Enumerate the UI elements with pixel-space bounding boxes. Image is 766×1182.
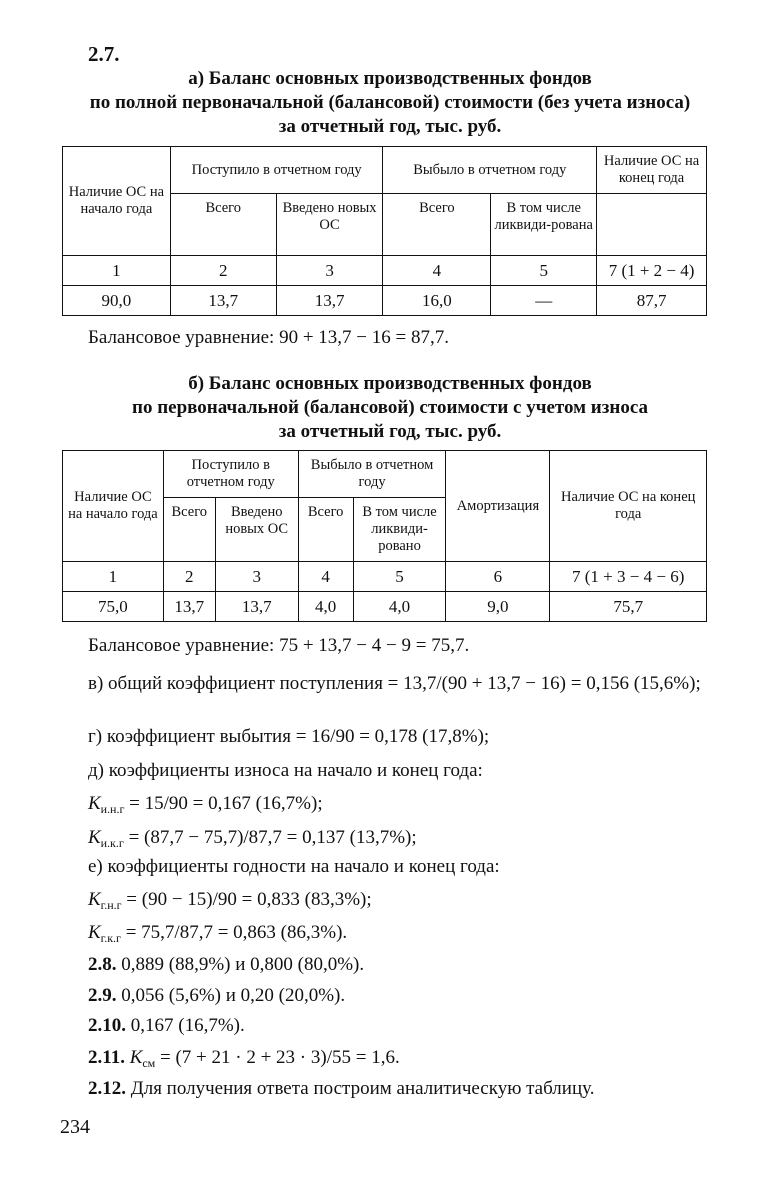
table-a-header-disposed: Выбыло в отчетном году xyxy=(383,147,597,194)
answer-text: = (7 + 21 · 2 + 23 · 3)/55 = 1,6. xyxy=(155,1047,400,1068)
table-cell: 16,0 xyxy=(383,286,491,316)
problem-number: 2.7. xyxy=(88,42,120,66)
table-b-header-disposed: Выбыло в отчетном году xyxy=(298,451,446,498)
table-b-header-received: Поступило в отчетном году xyxy=(163,451,298,498)
coef-subscript: см xyxy=(142,1056,156,1070)
table-a-header-start: Наличие ОС на начало года xyxy=(63,147,171,256)
page-number: 234 xyxy=(60,1116,90,1138)
answer-number: 2.12. xyxy=(88,1078,126,1099)
table-cell: 3 xyxy=(215,562,298,592)
table-b-title-line-3: за отчетный год, тыс. руб. xyxy=(278,421,502,442)
table-a-title-line-2: по полной первоначальной (балансовой) стоимости (без учета износа) xyxy=(89,92,691,113)
table-cell: 1 xyxy=(63,256,171,286)
answer-2-12 xyxy=(88,1077,594,1101)
answer-text: 0,889 (88,9%) и 0,800 (80,0%). xyxy=(116,954,365,975)
table-cell: 7 (1 + 2 − 4) xyxy=(597,256,707,286)
answer-number: 2.8. xyxy=(88,954,117,975)
answer-2-8 xyxy=(88,953,364,977)
answer-2-9 xyxy=(88,984,345,1008)
answer-number: 2.11. xyxy=(88,1047,125,1068)
table-a-header-received: Поступило в отчетном году xyxy=(170,147,383,194)
table-cell: 3 xyxy=(276,256,383,286)
table-b-header-amortization: Амортизация xyxy=(446,451,550,562)
answer-text: 0,056 (5,6%) и 0,20 (20,0%). xyxy=(116,985,346,1006)
answer-text: Для получения ответа построим аналитическую таблицу. xyxy=(126,1078,595,1099)
table-cell: 75,7 xyxy=(550,592,707,622)
table-b-header-received-total: Всего xyxy=(163,498,215,562)
coef-subscript: г.к.г xyxy=(100,931,121,945)
answer-number: 2.10. xyxy=(88,1015,126,1036)
coef-letter: К xyxy=(88,922,101,943)
coef-letter: К xyxy=(88,827,101,848)
table-b-header-received-new: Введено новых ОС xyxy=(215,498,298,562)
table-a-header-end: Наличие ОС на конец года xyxy=(597,147,707,194)
formula-wear-end xyxy=(88,826,417,850)
formula-expression: = 75,7/87,7 = 0,863 (86,3%). xyxy=(120,922,348,943)
coef-subscript: г.н.г xyxy=(100,898,122,912)
table-cell: 13,7 xyxy=(215,592,298,622)
coef-letter: К xyxy=(88,889,101,910)
table-cell: 4,0 xyxy=(298,592,353,622)
formula-fit-end xyxy=(88,921,347,945)
table-b-header-disposed-total: Всего xyxy=(298,498,353,562)
table-cell: 6 xyxy=(446,562,550,592)
table-a-header-disposed-total: Всего xyxy=(383,194,491,256)
table-cell: 4 xyxy=(383,256,491,286)
table-cell: 90,0 xyxy=(63,286,171,316)
table-cell: 4,0 xyxy=(353,592,446,622)
formula-expression: = 15/90 = 0,167 (16,7%); xyxy=(124,793,323,814)
item-v: в) общий коэффициент поступления = 13,7/(90 + 13,7 − 16) = 0,156 (15,6%); xyxy=(88,673,701,694)
table-cell: 2 xyxy=(170,256,276,286)
item-e: е) коэффициенты годности на начало и конец года: xyxy=(88,856,500,877)
table-b-header-start: Наличие ОС на начало года xyxy=(63,451,164,562)
table-a-header-received-total: Всего xyxy=(170,194,276,256)
answer-number: 2.9. xyxy=(88,985,117,1006)
formula-expression: = (90 − 15)/90 = 0,833 (83,3%); xyxy=(121,889,372,910)
balance-equation-a: Балансовое уравнение: 90 + 13,7 − 16 = 87,7. xyxy=(88,327,449,348)
table-b xyxy=(62,450,707,622)
table-a-title-line-3: за отчетный год, тыс. руб. xyxy=(278,116,502,137)
coef-letter: К xyxy=(129,1047,143,1068)
table-cell: 13,7 xyxy=(276,286,383,316)
table-b-header-disposed-liquidated: В том числе ликвиди-ровано xyxy=(353,498,446,562)
item-g: г) коэффициент выбытия = 16/90 = 0,178 (17,8%); xyxy=(88,726,490,747)
table-cell: 4 xyxy=(298,562,353,592)
coef-subscript: и.н.г xyxy=(100,802,125,816)
table-b-title-line-2: по первоначальной (балансовой) стоимости с учетом износа xyxy=(132,397,648,418)
table-cell: 87,7 xyxy=(597,286,707,316)
table-row xyxy=(63,256,707,286)
table-cell: 7 (1 + 3 − 4 − 6) xyxy=(550,562,707,592)
table-a-title-line-1: а) Баланс основных производственных фондов xyxy=(188,68,592,89)
table-cell: 5 xyxy=(491,256,597,286)
answer-text: 0,167 (16,7%). xyxy=(126,1015,245,1036)
table-row xyxy=(63,286,707,316)
table-a-header-end-blank xyxy=(597,194,707,256)
answer-2-10 xyxy=(88,1014,245,1038)
table-a-header-received-new: Введено новых ОС xyxy=(276,194,383,256)
coef-letter: К xyxy=(88,793,101,814)
table-cell: 5 xyxy=(353,562,446,592)
answer-2-11 xyxy=(88,1046,400,1070)
table-row xyxy=(63,592,707,622)
table-row xyxy=(63,562,707,592)
table-cell: 13,7 xyxy=(163,592,215,622)
table-cell: 9,0 xyxy=(446,592,550,622)
formula-expression: = (87,7 − 75,7)/87,7 = 0,137 (13,7%); xyxy=(123,827,417,848)
table-b-header-end: Наличие ОС на конец года xyxy=(550,451,707,562)
table-b-title-line-1: б) Баланс основных производственных фондов xyxy=(188,373,592,394)
formula-wear-start xyxy=(88,792,323,816)
formula-fit-start xyxy=(88,888,372,912)
table-cell: 2 xyxy=(163,562,215,592)
balance-equation-b: Балансовое уравнение: 75 + 13,7 − 4 − 9 = 75,7. xyxy=(88,635,470,656)
item-d: д) коэффициенты износа на начало и конец года: xyxy=(88,760,483,781)
table-cell: 75,0 xyxy=(63,592,164,622)
table-a-header-disposed-liquidated: В том числе ликвиди-рована xyxy=(491,194,597,256)
coef-subscript: и.к.г xyxy=(100,836,124,850)
table-cell: — xyxy=(491,286,597,316)
table-cell: 13,7 xyxy=(170,286,276,316)
table-cell: 1 xyxy=(63,562,164,592)
table-a xyxy=(62,146,707,316)
